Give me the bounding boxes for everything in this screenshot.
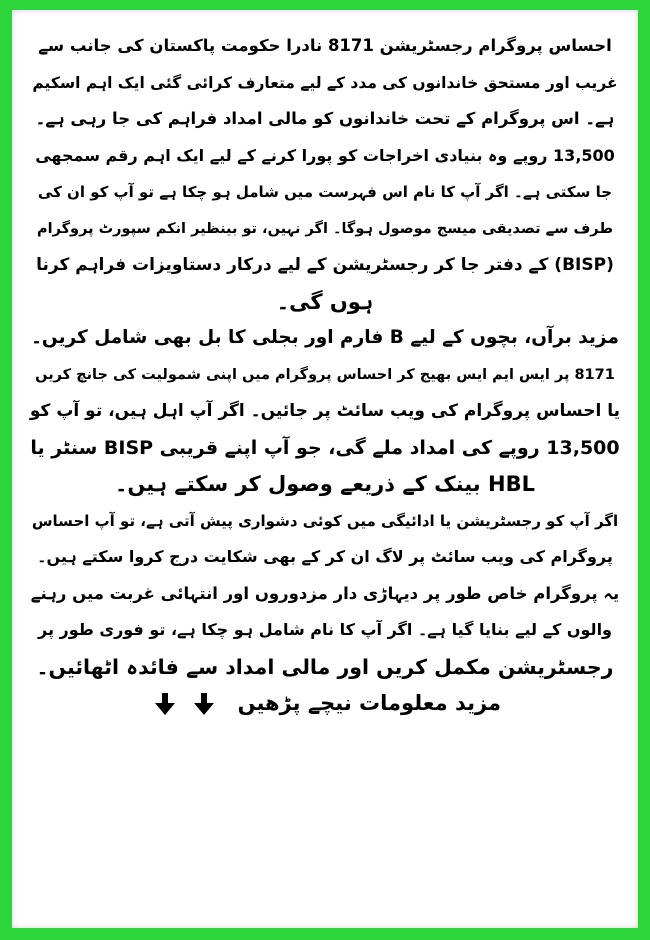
article-body	[30, 28, 620, 898]
article-line: (BISP) کے دفتر جا کر رجسٹریشن کے لیے درکار دستاویزات فراہم کرنا	[36, 255, 614, 275]
article-line: جا سکتی ہے۔ اگر آپ کا نام اس فہرست میں شامل ہو چکا ہے تو آپ کو ان کی	[37, 183, 613, 201]
article-line: ہوں گی۔	[276, 289, 374, 314]
article-line: اگر آپ کو رجسٹریشن یا ادائیگی میں کوئی دشواری پیش آتی ہے، تو آپ احساس	[31, 511, 619, 530]
article-line: پروگرام کی ویب سائٹ پر لاگ ان کر کے بھی شکایت درج کروا سکتے ہیں۔	[37, 547, 613, 566]
down-arrow-icon	[194, 693, 214, 715]
border-right	[638, 0, 650, 940]
arrows-group	[149, 685, 220, 722]
article-line: 8171 پر ایس ایم ایس بھیج کر احساس پروگرام میں اپنی شمولیت کی جانچ کریں	[35, 366, 615, 383]
article-line: 13,500 روپے وہ بنیادی اخراجات کو پورا کرنے کے لیے ایک اہم رقم سمجھی	[35, 145, 615, 165]
more-info-text: مزید معلومات نیچے پڑھیں	[237, 691, 502, 715]
article-line: غریب اور مستحق خاندانوں کی مدد کے لیے متعارف کرائی گئی ایک اہم اسکیم	[32, 73, 618, 92]
down-arrow-icon	[155, 693, 175, 715]
article-line: ہے۔ اس پروگرام کے تحت خاندانوں کو مالی امداد فراہم کی جا رہی ہے۔	[35, 109, 615, 128]
border-left	[0, 0, 12, 940]
article-line: HBL بینک کے ذریعے وصول کر سکتے ہیں۔	[115, 472, 535, 496]
article-line: 13,500 روپے کی امداد ملے گی، جو آپ اپنے قریبی BISP سنٹر یا	[30, 436, 620, 459]
article-line: احساس پروگرام رجسٹریشن 8171 نادرا حکومت پاکستان کی جانب سے	[38, 36, 612, 55]
article-line: طرف سے تصدیقی میسج موصول ہوگا۔ اگر نہیں، تو بینظیر انکم سپورٹ پروگرام	[37, 220, 613, 237]
border-top	[0, 0, 650, 10]
border-bottom	[0, 928, 650, 940]
article-line: والوں کے لیے بنایا گیا ہے۔ اگر آپ کا نام شامل ہو چکا ہے، تو فوری طور پر	[37, 620, 612, 639]
article-line: یہ پروگرام خاص طور پر دیہاڑی دار مزدوروں اور انتہائی غربت میں رہنے	[30, 583, 620, 603]
article-line: مزید برآں، بچوں کے لیے B فارم اور بجلی کا بل بھی شامل کریں۔	[31, 327, 619, 348]
article-line: یا احساس پروگرام کی ویب سائٹ پر جائیں۔ اگر آپ اہل ہیں، تو آپ کو	[29, 401, 620, 421]
article-line: رجسٹریشن مکمل کریں اور مالی امداد سے فائدہ اٹھائیں۔	[36, 654, 614, 679]
more-info-line	[30, 685, 620, 722]
